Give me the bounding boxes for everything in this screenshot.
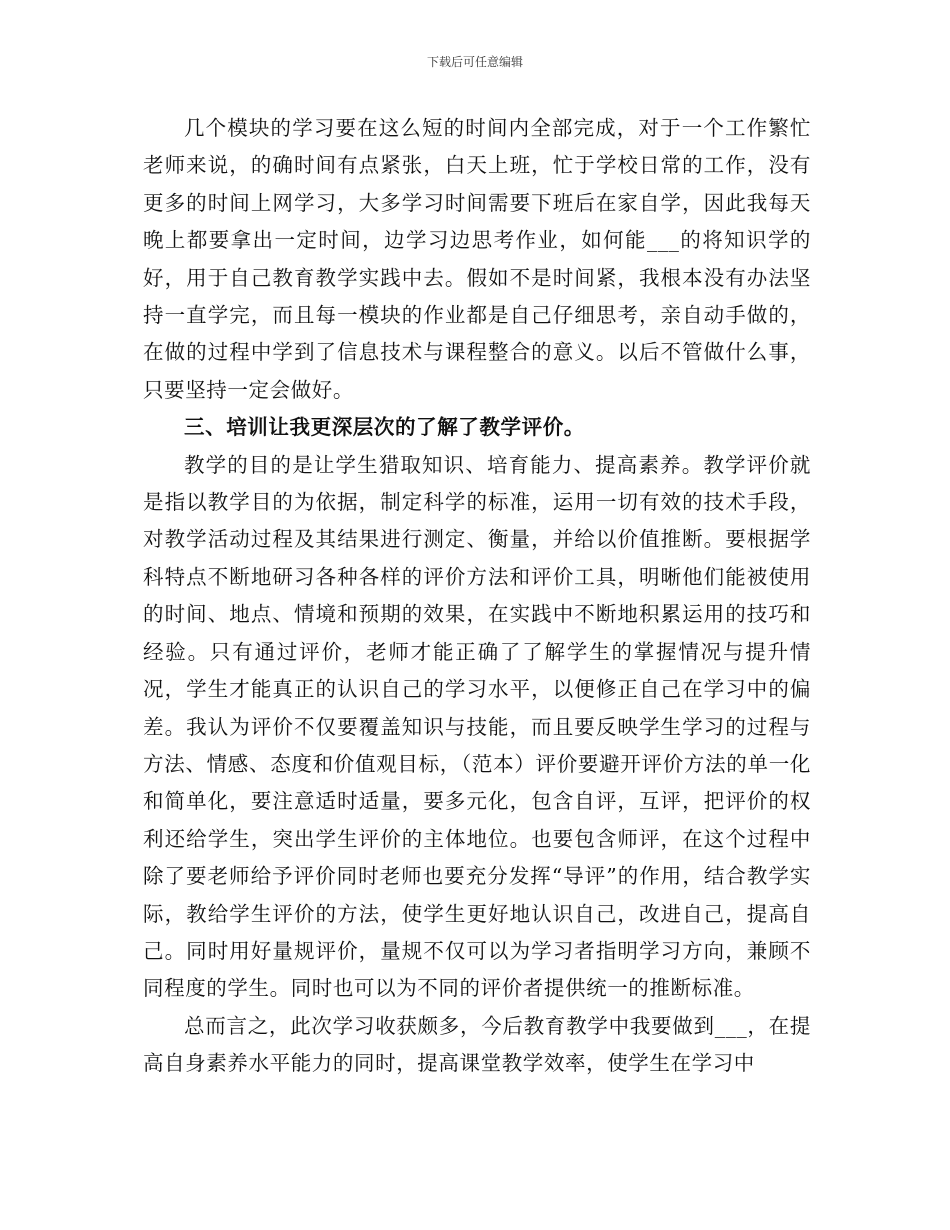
document-body [143, 110, 811, 1083]
page-header: 下载后可任意编辑 [426, 55, 523, 69]
section-heading-evaluation: 三、培训让我更深层次的了解了教学评价。 [184, 415, 585, 440]
paragraph-teaching-evaluation: 教学的目的是让学生猎取知识、培育能力、提高素养。教学评价就是指以教学目的为依据，制定科学的标准，运用一切有效的技术手段，对教学活动过程及其结果进行测定、衡量，并给以价值推断。要根据学科特点不断地研习各种各样的评价方法和评价工具，明晰他们能被使用的时间、地点、情境和预期的效果，在实践中不断地积累运用的技巧和经验。只有通过评价，老师才能正确了了解学生的掌握情况与提升情况，学生才能真正的认识自己的学习水平，以便修正自己在学习中的偏差。我认为评价不仅要覆盖知识与技能，而且要反映学生学习的过程与方法、情感、态度和价值观目标，（范本）评价要避开评价方法的单一化和简单化，要注意适时适量，要多元化，包含自评，互评，把评价的权利还给学生，突出学生评价的主体地位。也要包含师评，在这个过程中除了要老师给予评价同时老师也要充分发挥“导评”的作用，结合教学实际，教给学生评价的方法，使学生更好地认识自己，改进自己，提高自己。同时用好量规评价，量规不仅可以为学习者指明学习方向，兼顾不同程度的学生。同时也可以为不同的评价者提供统一的推断标准。 [143, 452, 811, 1001]
paragraph-module-study: 几个模块的学习要在这么短的时间内全部完成，对于一个工作繁忙老师来说，的确时间有点紧张，白天上班，忙于学校日常的工作，没有更多的时间上网学习，大多学习时间需要下班后在家自学，因此我每天晚上都要拿出一定时间，边学习边思考作业，如何能___的将知识学的好，用于自己教育教学实践中去。假如不是时间紧，我根本没有办法坚持一直学完，而且每一模块的作业都是自己仔细思考，亲自动手做的，在做的过程中学到了信息技术与课程整合的意义。以后不管做什么事，只要坚持一定会做好。 [143, 116, 811, 402]
paragraph-summary: 总而言之，此次学习收获颇多，今后教育教学中我要做到___，在提高自身素养水平能力的同时，提高课堂教学效率，使学生在学习中 [143, 1013, 811, 1076]
